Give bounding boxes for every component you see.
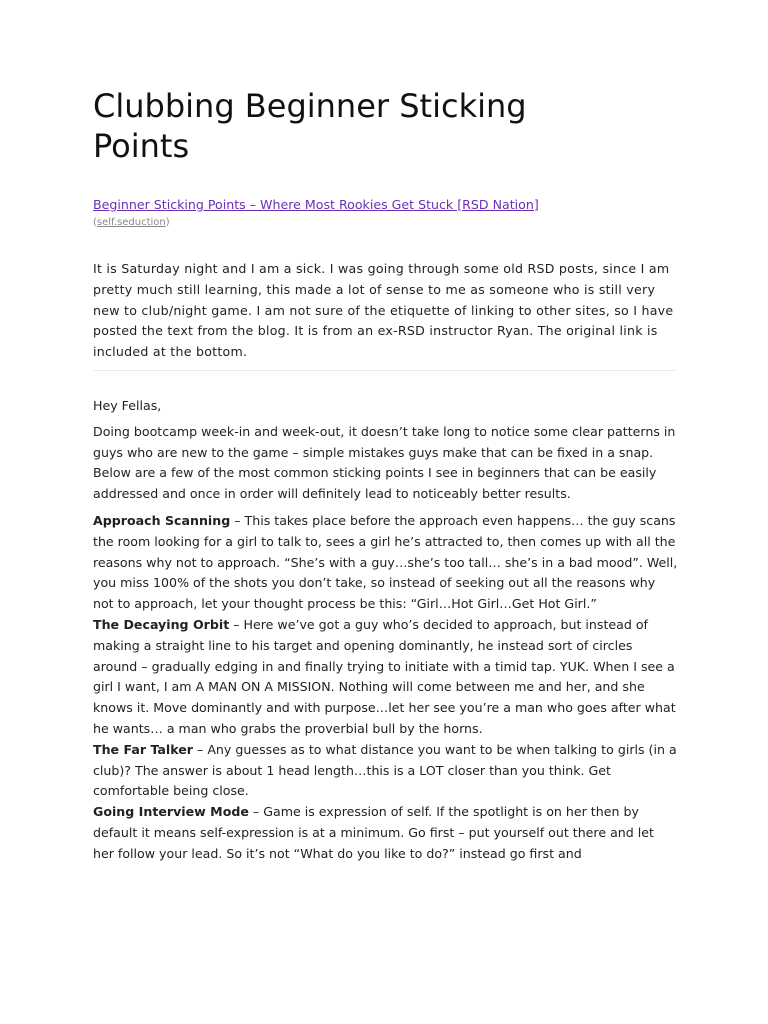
source-domain [93,217,170,228]
body-paragraph: Doing bootcamp week-in and week-out, it doesn’t take long to notice some clear patterns in guys who are new to the game – simple mistakes guys make that can be fixed in a snap. Below are a few of the most common sticking points I see in beginners that can be easily addressed and once in order will definitely lead to noticeably better results. [93,423,676,502]
divider [93,370,676,371]
domain-link[interactable]: self.seduction [96,217,166,228]
open-paren: ( [93,217,97,228]
point-label: The Decaying Orbit [93,616,230,632]
point-label: The Far Talker [93,741,194,757]
greeting: Hey Fellas, [93,397,162,413]
close-paren: ) [165,217,170,228]
sticking-point [93,802,678,864]
point-label: Approach Scanning [93,512,231,528]
source-link[interactable]: Beginner Sticking Points – Where Most Rookies Get Stuck [RSD Nation] [93,197,539,212]
point-text: – Game is expression of self. If the spotlight is on her then by default it means self-expression is at a minimum. Go first – put yourself out there and let her follow your lead. So it’s not “What do you like to do?” instead go first and [93,804,654,861]
point-text: – This takes place before the approach even happens… the guy scans the room looking for a girl to talk to, sees a girl he’s attracted to, then comes up with all the reasons why not to approach. “She’s with a guy…she’s too tall… she’s in a bad mood”. Well, you miss 100% of the shots you don’t take, so instead of seeking out all the reasons why not to approach, let your thought process be this: “Girl…Hot Girl…Get Hot Girl.” [93,512,678,612]
point-label: Going Interview Mode [93,804,249,820]
intro-paragraph: It is Saturday night and I am a sick. I was going through some old RSD posts, since I am pretty much still learning, this made a lot of sense to me as someone who is still very new to club/night game. I am not sure of the etiquette of linking to other sites, so I have posted the text from the blog. It is from an ex-RSD instructor Ryan. The original link is included at the bottom. [93,261,674,360]
point-text: – Here we’ve got a guy who’s decided to approach, but instead of making a straight line to his target and opening dominantly, he instead sort of circles around – gradually edging in and finally trying to initiate with a timid tap. YUK. When I see a girl I want, I am A MAN ON A MISSION. Nothing will come between me and her, and she knows it. Move dominantly and with purpose…let her see you’re a man who goes after what he wants… a man who grabs the proverbial bull by the horns. [93,616,676,736]
sticking-point [93,615,678,740]
sticking-point [93,740,678,802]
point-text: – Any guesses as to what distance you want to be when talking to girls (in a club)? The answer is about 1 head length…this is a LOT closer than you think. Get comfortable being close. [93,741,677,799]
page-title: Clubbing Beginner Sticking Points [93,87,527,165]
sticking-point [93,511,678,615]
source-line [93,197,563,231]
